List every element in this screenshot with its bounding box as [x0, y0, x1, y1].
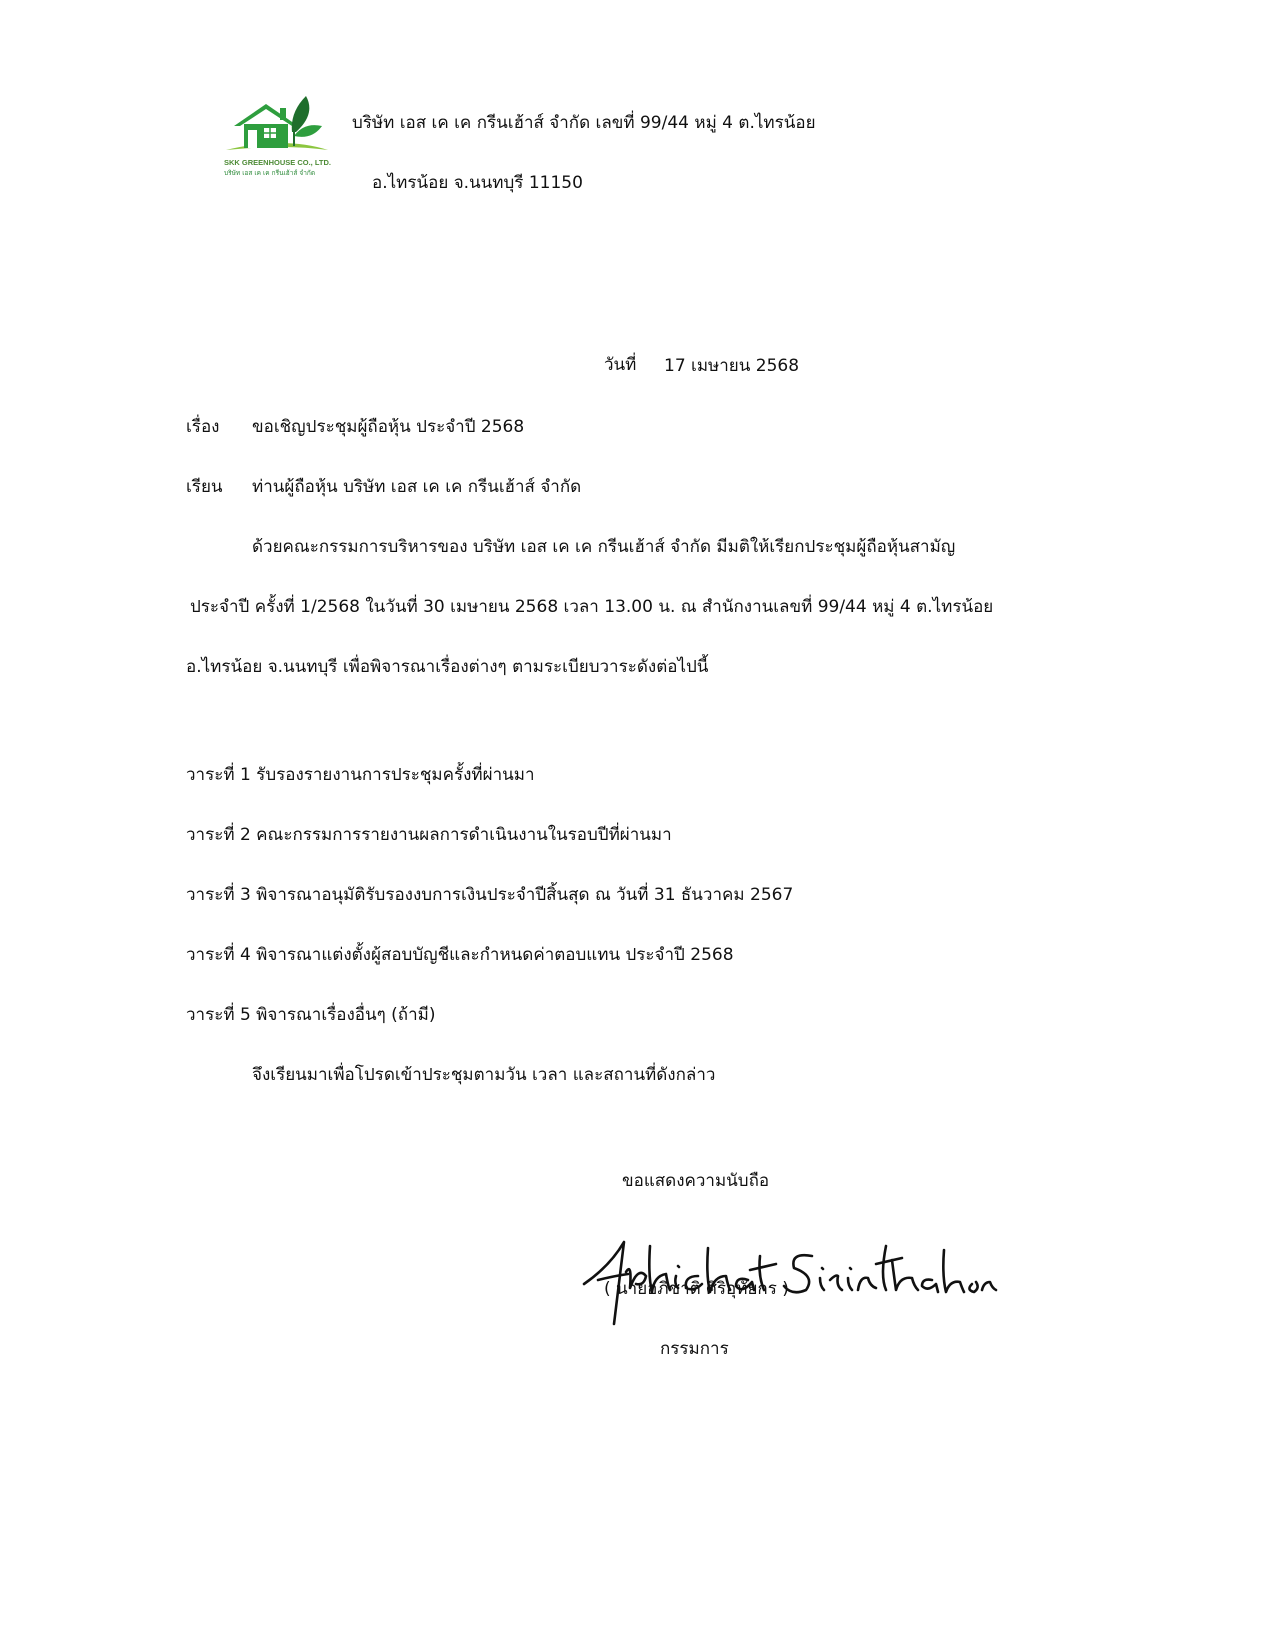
greenhouse-house-icon — [224, 92, 344, 158]
agenda-item-4: วาระที่ 4 พิจารณาแต่งตั้งผู้สอบบัญชีและกำหนดค่าตอบแทน ประจำปี 2568 — [186, 945, 734, 965]
signatory-name: ( นายอภิชาติ ศิริอุทัยกร ) — [604, 1279, 789, 1299]
closing-text: จึงเรียนมาเพื่อโปรดเข้าประชุมตามวัน เวลา และสถานที่ดังกล่าว — [252, 1065, 716, 1085]
body-line-1: ด้วยคณะกรรมการบริหารของ บริษัท เอส เค เค กรีนเฮ้าส์ จำกัด มีมติให้เรียกประชุมผู้ถือหุ้นสามัญ — [252, 537, 956, 557]
company-address-line2: อ.ไทรน้อย จ.นนทบุรี 11150 — [372, 173, 583, 193]
subject-text: ขอเชิญประชุมผู้ถือหุ้น ประจำปี 2568 — [252, 417, 525, 437]
closing-regards: ขอแสดงความนับถือ — [622, 1171, 770, 1191]
company-address-line1: บริษัท เอส เค เค กรีนเฮ้าส์ จำกัด เลขที่ 99/44 หมู่ 4 ต.ไทรน้อย — [352, 113, 816, 133]
recipient-text: ท่านผู้ถือหุ้น บริษัท เอส เค เค กรีนเฮ้าส์ จำกัด — [252, 477, 582, 497]
logo-caption-en: SKK GREENHOUSE CO., LTD. — [224, 158, 331, 167]
agenda-item-5: วาระที่ 5 พิจารณาเรื่องอื่นๆ (ถ้ามี) — [186, 1005, 436, 1025]
date-value: 17 เมษายน 2568 — [664, 356, 800, 376]
logo-caption-th: บริษัท เอส เค เค กรีนเฮ้าส์ จำกัด — [224, 169, 316, 177]
recipient-label: เรียน — [186, 477, 223, 497]
body-line-2: ประจำปี ครั้งที่ 1/2568 ในวันที่ 30 เมษายน 2568 เวลา 13.00 น. ณ สำนักงานเลขที่ 99/44 หมู่ 4 ต.ไทรน้อย — [190, 597, 994, 617]
body-line-3: อ.ไทรน้อย จ.นนทบุรี เพื่อพิจารณาเรื่องต่างๆ ตามระเบียบวาระดังต่อไปนี้ — [186, 657, 709, 677]
subject-label: เรื่อง — [186, 417, 220, 437]
agenda-item-1: วาระที่ 1 รับรองรายงานการประชุมครั้งที่ผ่านมา — [186, 765, 535, 785]
agenda-item-2: วาระที่ 2 คณะกรรมการรายงานผลการดำเนินงานในรอบปีที่ผ่านมา — [186, 825, 672, 845]
company-logo — [224, 92, 344, 182]
date-label: วันที่ — [604, 355, 637, 375]
signatory-position: กรรมการ — [660, 1339, 729, 1359]
agenda-item-3: วาระที่ 3 พิจารณาอนุมัติรับรองงบการเงินประจำปีสิ้นสุด ณ วันที่ 31 ธันวาคม 2567 — [186, 885, 794, 905]
